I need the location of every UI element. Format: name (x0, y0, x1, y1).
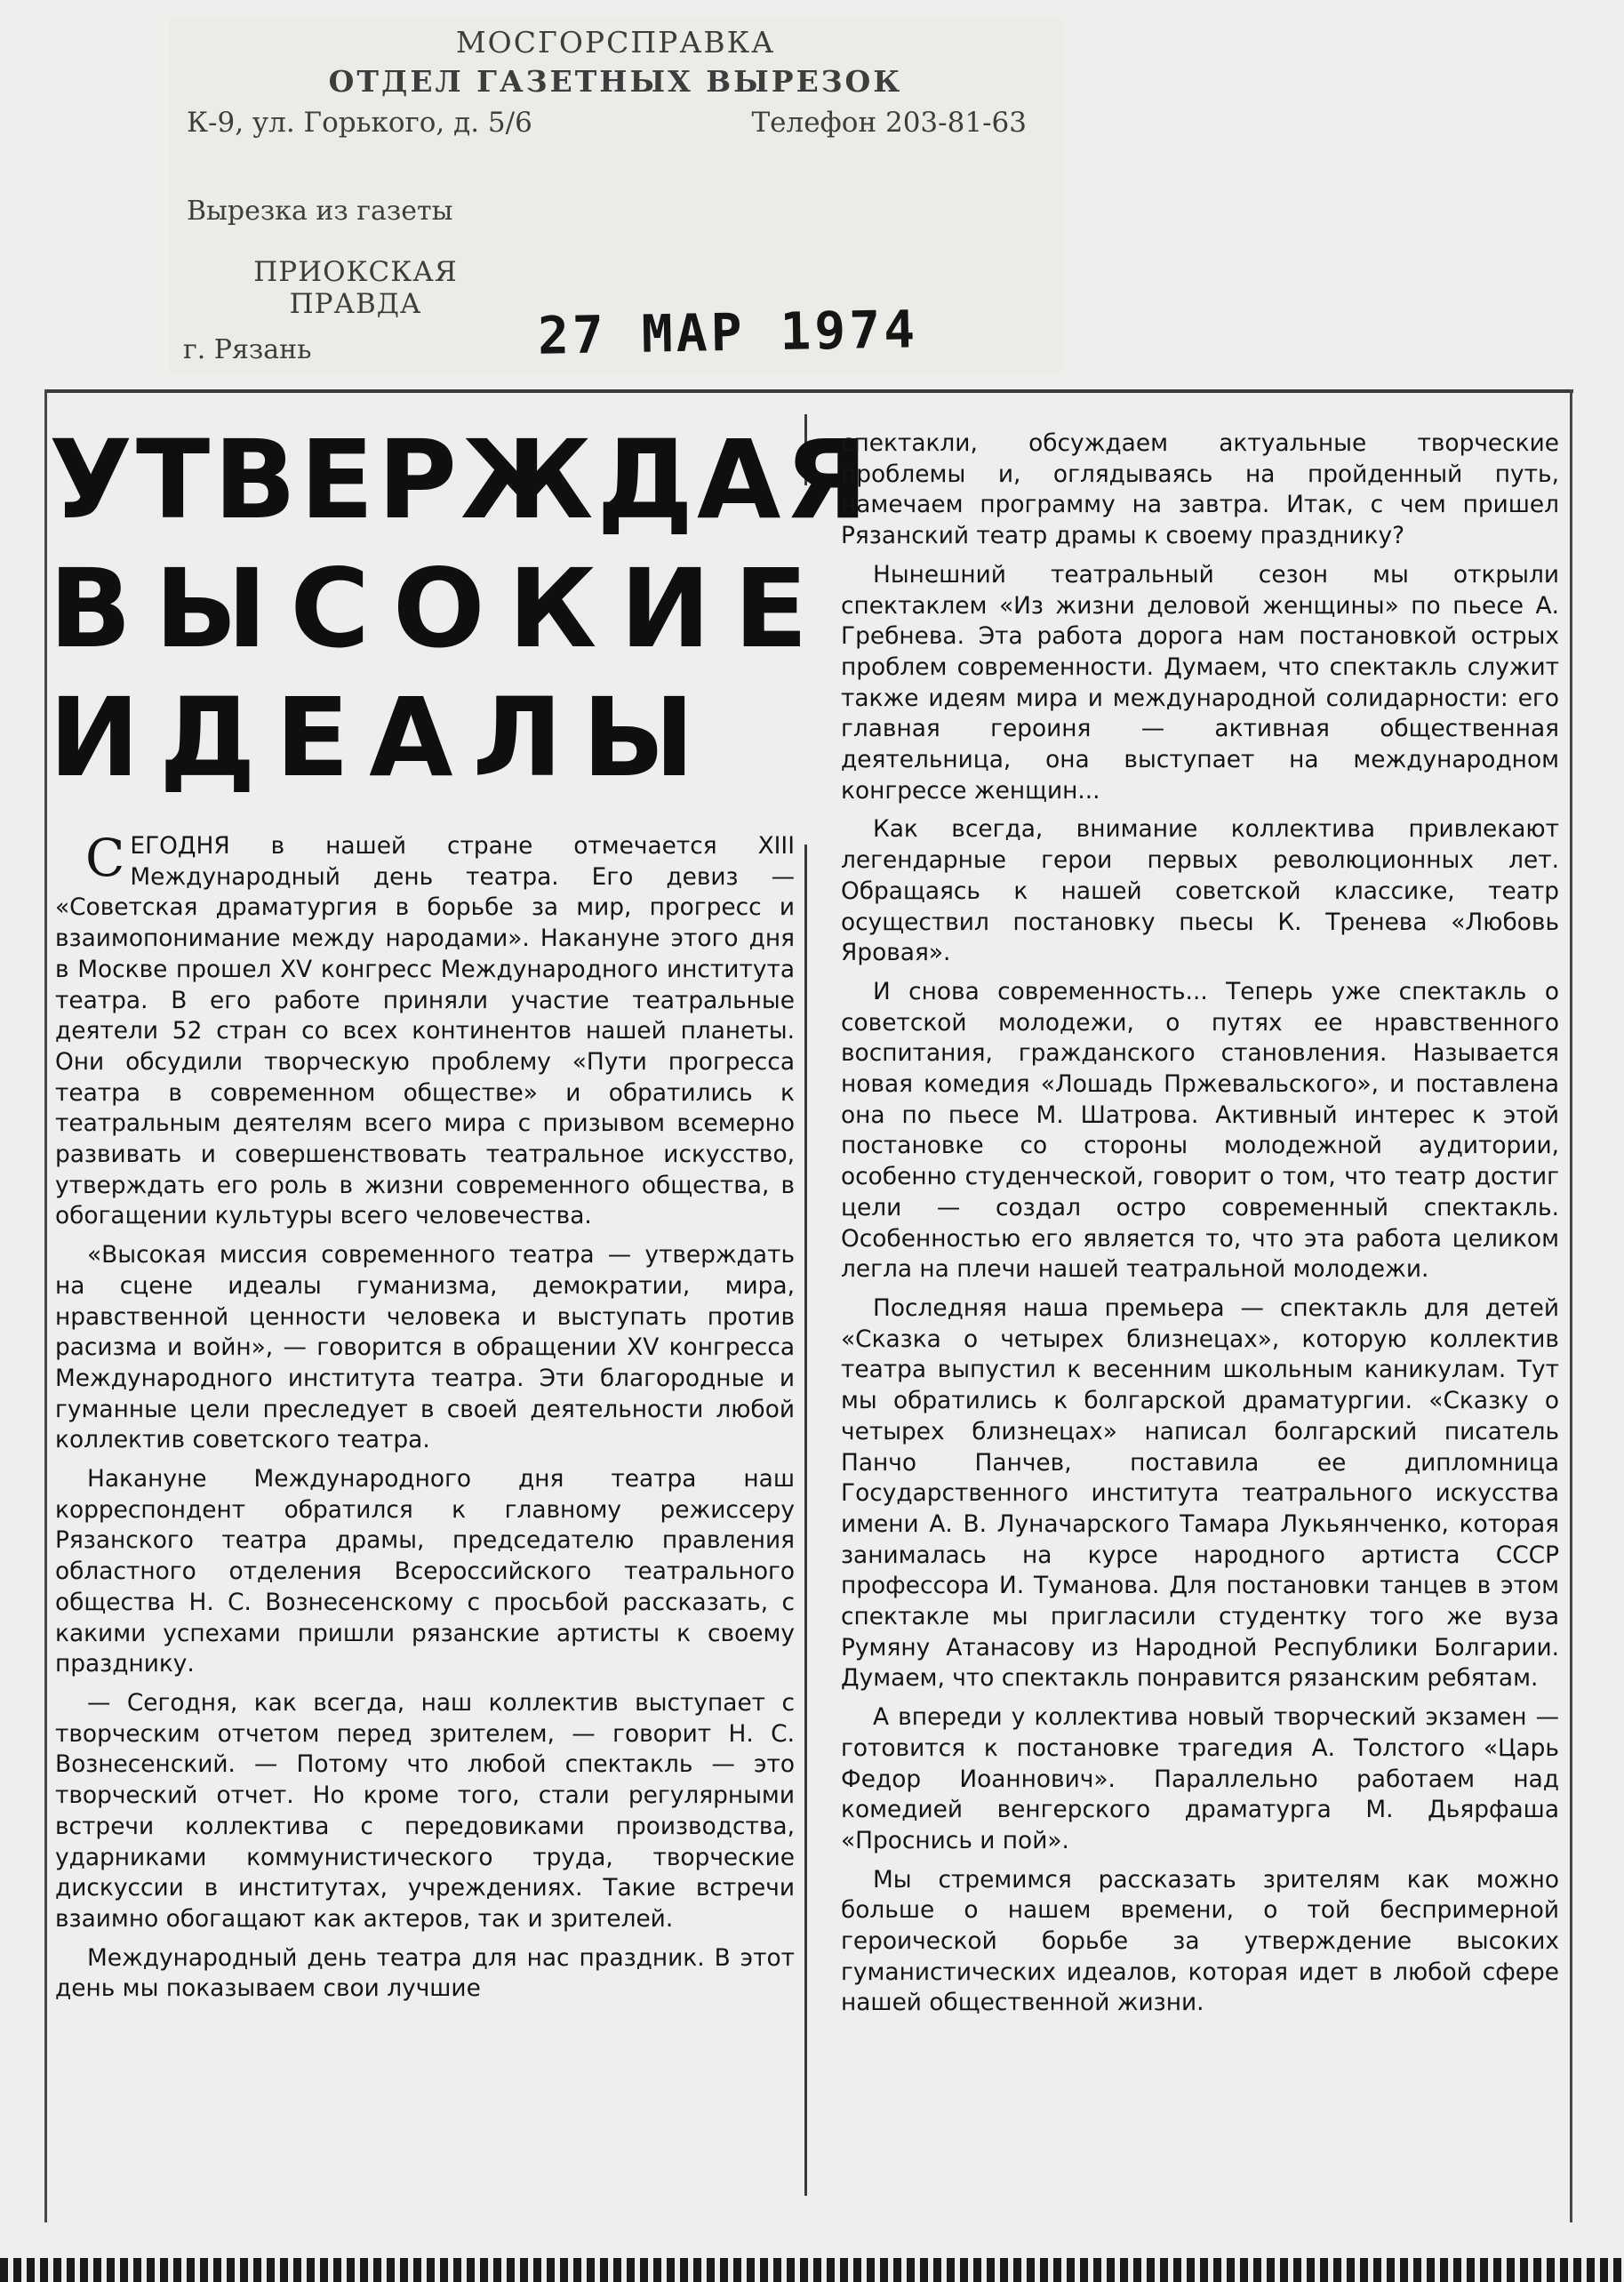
clipping-frame-top (44, 389, 1573, 393)
newspaper-name-line2: ПРАВДА (289, 288, 422, 320)
article-column-left (55, 828, 795, 2013)
date-stamp: 27 МАР 1974 (537, 299, 919, 366)
paragraph: Международный день театра для нас праздник. В этот день мы показываем свои лучшие (55, 1943, 795, 2003)
department-name: ОТДЕЛ ГАЗЕТНЫХ ВЫРЕЗОК (328, 64, 903, 99)
column-divider (804, 845, 807, 2196)
agency-phone: Телефон 203-81-63 (751, 107, 1027, 139)
agency-name: МОСГОРСПРАВКА (455, 25, 776, 60)
newspaper-name-line1: ПРИОКСКАЯ (253, 256, 458, 288)
paragraph: Как всегда, внимание коллектива привлекают легендарные герои первых революционных лет. Обращаясь к нашей советской классике, театр осуществил постановку пьесы К. Тренева «Любовь Яровая». (841, 815, 1559, 967)
paragraph-text: ЕГОДНЯ в нашей стране отмечается XIII Международный день театра. Его девиз — «Советская драматургия в борьбе за мир, прогресс и взаимопонимание между народами». Накануне этого дня в Москве прошел XV конгресс Международного института театра. В его работе приняли участие театральные деятели 52 стран со всех континентов нашей планеты. Они обсудили творческую проблему «Пути прогресса театра в современном обществе» и обратились к театральным деятелям всего мира с призывом всемерно развивать и совершенствовать театральное искусство, утверждать его роль в жизни современного общества, в обогащении культуры всего человечества. (55, 832, 795, 1230)
agency-address: К-9, ул. Горького, д. 5/6 (187, 107, 532, 139)
paragraph (55, 828, 795, 1232)
paragraph: Мы стремимся рассказать зрителям как можно больше о нашем времени, о той беспримерной героической борьбе за утверждение высоких гуманистических идеалов, которая идет в любой сфере нашей общественной жизни. (841, 1865, 1559, 2017)
headline-line-3: ИДЕАЛЫ (49, 675, 715, 801)
newspaper-name (249, 256, 462, 320)
drop-cap: С (85, 828, 125, 888)
article-column-right (841, 428, 1559, 2027)
paragraph: Нынешний театральный сезон мы открыли спектаклем «Из жизни деловой женщины» по пьесе А. Гребнева. Эта работа дорога нам постановкой острых проблем современности. Думаем, что спектакль служит также идеям мира и международной солидарности: его главная героиня — активная общественная деятельница, она выступает на международном конгрессе женщин... (841, 560, 1559, 805)
paragraph: — Сегодня, как всегда, наш коллектив выступает с творческим отчетом перед зрителем, — говорит Н. С. Вознесенский. — Потому что любой спектакль — это творческий отчет. Но кроме того, стали регулярными встречи коллектива с передовиками производства, ударниками коммунистического труда, творческие дискуссии в институтах, учреждениях. Такие встречи взаимно обогащают как актеров, так и зрителей. (55, 1688, 795, 1933)
headline-line-2: ВЫСОКИЕ (49, 546, 831, 672)
paragraph: спектакли, обсуждаем актуальные творческие проблемы и, оглядываясь на пройденный путь, намечаем программу на завтра. Итак, с чем пришел Рязанский театр драмы к своему празднику? (841, 429, 1559, 550)
paragraph: «Высокая миссия современного театра — утверждать на сцене идеалы гуманизма, демократии, мира, нравственной ценности человека и выступать против расизма и войн», — говорится в обращении XV конгресса Международного института театра. Эти благородные и гуманные цели преследует в своей деятельности любой коллектив советского театра. (55, 1241, 795, 1454)
paragraph: Накануне Международного дня театра наш корреспондент обратился к главному режиссеру Рязанского театра драмы, председателю правления областного отделения Всероссийского театрального общества Н. С. Вознесенскому с просьбой рассказать, с какими успехами пришли рязанские артисты к своему празднику. (55, 1465, 795, 1678)
headline-line-1: УТВЕРЖДАЯ (49, 417, 872, 543)
paragraph: И снова современность... Теперь уже спектакль о советской молодежи, о путях ее нравственного воспитания, гражданского становления. Называется новая комедия «Лошадь Пржевальского», и поставлена она по пьесе М. Шатрова. Активный интерес к этой постановке со стороны молодежной аудитории, особенно студенческой, говорит о том, что театр достиг цели — создал остро современный спектакль. Особенностью его является то, что эта работа целиком легла на плечи нашей театральной молодежи. (841, 977, 1559, 1284)
clipping-label: Вырезка из газеты (187, 196, 453, 227)
paragraph: Последняя наша премьера — спектакль для детей «Сказка о четырех близнецах», которую коллектив театра выпустил к весенним школьным каникулам. Тут мы обратились к болгарской драматургии. «Сказку о четырех близнецах» написал болгарский писатель Панчо Панчев, поставила ее дипломница Государственного института театрального искусства имени А. В. Луначарского Тамара Лукьянченко, которая занималась на курсе народного артиста СССР профессора И. Туманова. Для постановки танцев в этом спектакле мы пригласили студентку того же вуза Румяну Атанасову из Народной Республики Болгарии. Думаем, что спектакль понравится рязанским ребятам. (841, 1293, 1559, 1693)
paragraph: А впереди у коллектива новый творческий экзамен — готовится к постановке трагедия А. Толстого «Царь Федор Иоаннович». Параллельно работаем над комедией венгерского драматурга М. Дьярфаша «Проснись и пой». (841, 1703, 1559, 1854)
newspaper-city: г. Рязань (183, 334, 312, 365)
clipping-frame-left (44, 389, 47, 2222)
clipping-frame-right (1570, 389, 1572, 2222)
perforated-edge (0, 2258, 1624, 2282)
